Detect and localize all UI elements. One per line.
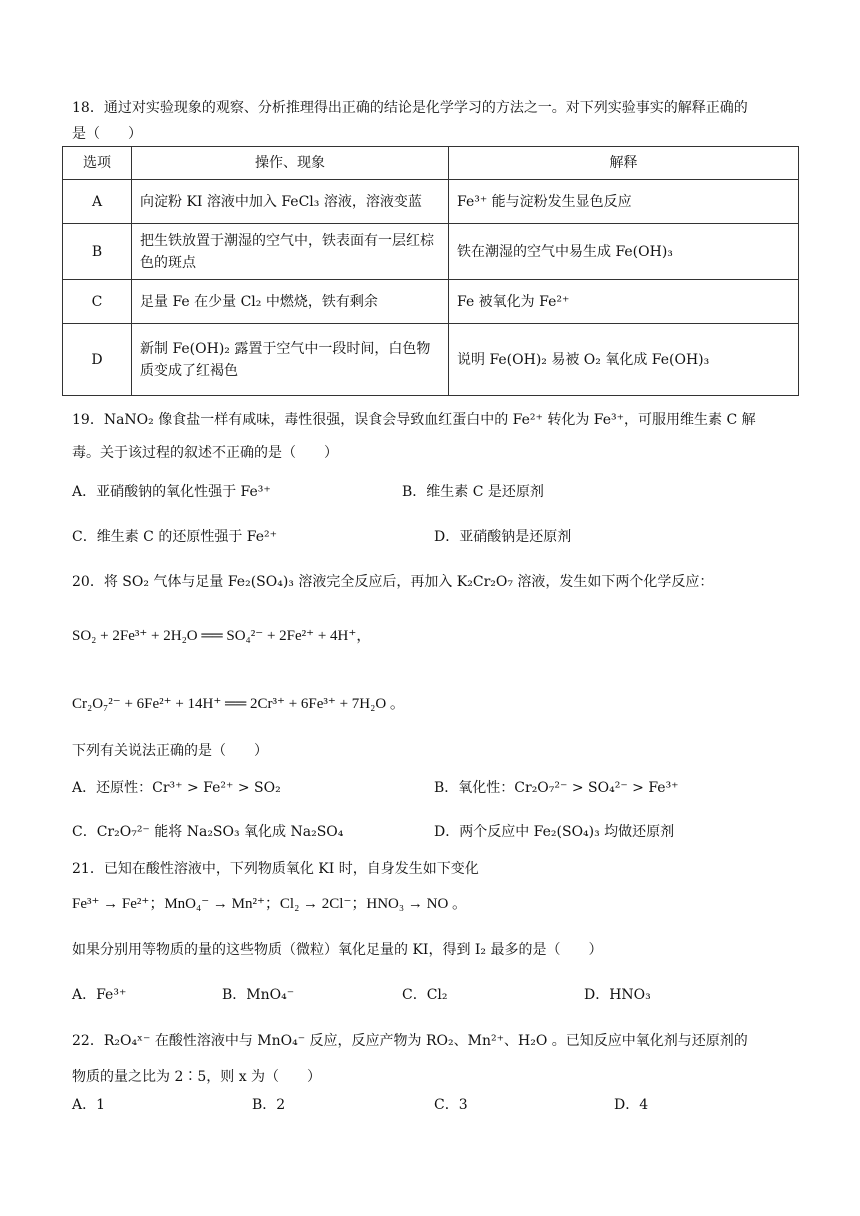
q20-option-b: B．氧化性：Cr₂O₇²⁻ > SO₄²⁻ > Fe³⁺ — [434, 780, 679, 796]
q22-stem-line1: 22．R₂O₄ˣ⁻ 在酸性溶液中与 MnO₄⁻ 反应，反应产物为 RO₂、Mn²⁺、H₂O 。已知反应中氧化剂与还原剂的 — [72, 1033, 748, 1049]
q21-question: 如果分别用等物质的量的这些物质（微粒）氧化足量的 KI，得到 I₂ 最多的是（ ） — [72, 942, 603, 958]
row-operation: 把生铁放置于潮湿的空气中，铁表面有一层红棕色的斑点 — [132, 224, 449, 280]
q21-option-d: D．HNO₃ — [584, 987, 651, 1003]
q19-stem-line2: 毒。关于该过程的叙述不正确的是（ ） — [72, 445, 338, 461]
header-explanation: 解释 — [449, 147, 799, 180]
q21-changes: Fe³⁺ → Fe²⁺；MnO₄⁻ → Mn²⁺；Cl₂ → 2Cl⁻；HNO₃ → NO 。 — [72, 896, 468, 912]
q21-option-c: C．Cl₂ — [402, 987, 448, 1003]
header-operation: 操作、现象 — [132, 147, 449, 180]
table-row — [63, 280, 799, 324]
header-option: 选项 — [63, 147, 132, 180]
q19-option-d: D．亚硝酸钠是还原剂 — [434, 529, 572, 545]
q21-option-b: B．MnO₄⁻ — [222, 987, 295, 1003]
row-option: A — [63, 180, 132, 224]
table-row — [63, 324, 799, 396]
q20-option-a: A．还原性：Cr³⁺ > Fe²⁺ > SO₂ — [72, 780, 281, 796]
q19-stem-line1: 19．NaNO₂ 像食盐一样有咸味，毒性很强，误食会导致血红蛋白中的 Fe²⁺ 转化为 Fe³⁺，可服用维生素 C 解 — [72, 412, 756, 428]
row-option: C — [63, 280, 132, 324]
row-option: D — [63, 324, 132, 396]
q18-table — [62, 146, 799, 396]
row-explanation: 说明 Fe(OH)₂ 易被 O₂ 氧化成 Fe(OH)₃ — [449, 324, 799, 396]
row-explanation: Fe³⁺ 能与淀粉发生显色反应 — [449, 180, 799, 224]
q20-equation-2: Cr₂O₇²⁻ + 6Fe²⁺ + 14H⁺ ══ 2Cr³⁺ + 6Fe³⁺ + 7H₂O 。 — [72, 696, 405, 712]
table-row — [63, 180, 799, 224]
q18-stem-line2: 是（ ） — [72, 126, 142, 142]
q22-stem-line2: 物质的量之比为 2∶5，则 x 为（ ） — [72, 1069, 322, 1085]
q22-option-c: C．3 — [434, 1097, 468, 1113]
q18-stem-line1: 18．通过对实验现象的观察、分析推理得出正确的结论是化学学习的方法之一。对下列实验事实的解释正确的 — [72, 100, 748, 116]
q21-option-a: A．Fe³⁺ — [72, 987, 127, 1003]
table-header-row — [63, 147, 799, 180]
row-operation: 足量 Fe 在少量 Cl₂ 中燃烧，铁有剩余 — [132, 280, 449, 324]
q20-option-d: D．两个反应中 Fe₂(SO₄)₃ 均做还原剂 — [434, 824, 675, 840]
row-option: B — [63, 224, 132, 280]
q20-stem: 20．将 SO₂ 气体与足量 Fe₂(SO₄)₃ 溶液完全反应后，再加入 K₂Cr₂O₇ 溶液，发生如下两个化学反应： — [72, 574, 714, 590]
q19-option-b: B．维生素 C 是还原剂 — [402, 484, 544, 500]
q20-question: 下列有关说法正确的是（ ） — [72, 743, 268, 759]
q19-option-a: A．亚硝酸钠的氧化性强于 Fe³⁺ — [72, 484, 271, 500]
q19-option-c: C．维生素 C 的还原性强于 Fe²⁺ — [72, 529, 278, 545]
q21-stem: 21．已知在酸性溶液中，下列物质氧化 KI 时，自身发生如下变化 — [72, 861, 479, 877]
q22-option-a: A．1 — [72, 1097, 106, 1113]
q22-option-d: D．4 — [614, 1097, 649, 1113]
q20-equation-1: SO₂ + 2Fe³⁺ + 2H₂O ══ SO₄²⁻ + 2Fe²⁺ + 4H⁺， — [72, 628, 372, 644]
table-row — [63, 224, 799, 280]
q22-option-b: B．2 — [252, 1097, 286, 1113]
row-operation: 向淀粉 KI 溶液中加入 FeCl₃ 溶液，溶液变蓝 — [132, 180, 449, 224]
row-explanation: Fe 被氧化为 Fe²⁺ — [449, 280, 799, 324]
row-explanation: 铁在潮湿的空气中易生成 Fe(OH)₃ — [449, 224, 799, 280]
q20-option-c: C．Cr₂O₇²⁻ 能将 Na₂SO₃ 氧化成 Na₂SO₄ — [72, 824, 344, 840]
row-operation: 新制 Fe(OH)₂ 露置于空气中一段时间，白色物质变成了红褐色 — [132, 324, 449, 396]
